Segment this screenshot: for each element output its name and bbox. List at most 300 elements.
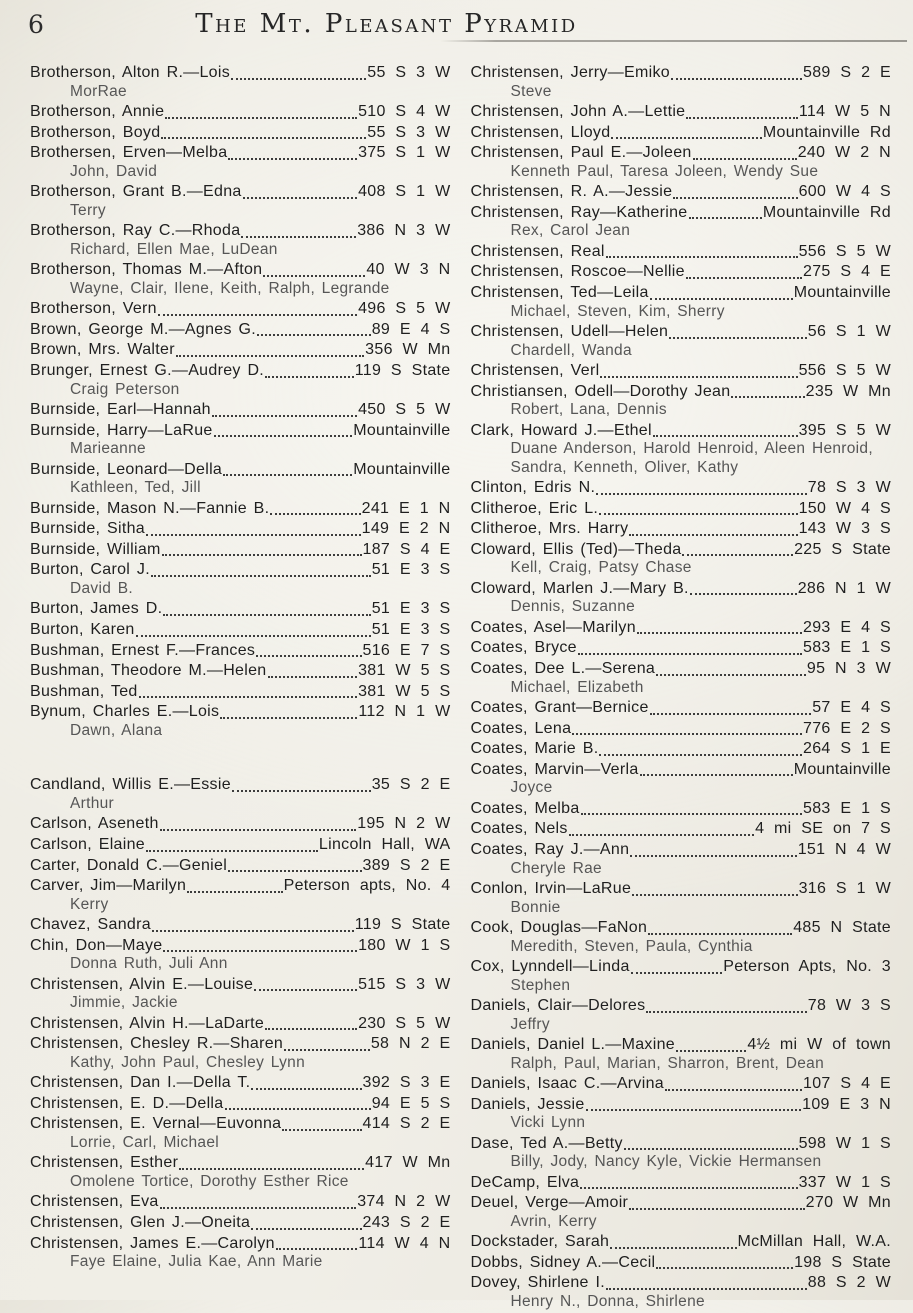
entry-address: 450 S 5 W xyxy=(358,400,451,418)
entry-children: Robert, Lana, Dennis xyxy=(510,401,667,419)
dotted-leader xyxy=(160,829,357,831)
entry-name: Brotherson, Boyd xyxy=(30,123,161,141)
entry-address: 57 E 4 S xyxy=(812,698,891,716)
entry-address: 149 E 2 N xyxy=(361,520,451,538)
directory-entry xyxy=(30,621,451,640)
directory-entry xyxy=(30,124,451,143)
entry-children: Jeffry xyxy=(510,1015,550,1033)
directory-entry xyxy=(30,103,451,122)
entry-name: Cook, Douglas—FaNon xyxy=(470,918,648,936)
entry-line xyxy=(30,144,451,163)
dotted-leader xyxy=(251,1228,361,1230)
dotted-leader xyxy=(265,1028,357,1030)
entry-name: Coates, Ray J.—Ann xyxy=(470,840,630,858)
entry-address: 198 S State xyxy=(794,1253,891,1271)
entry-line xyxy=(471,1233,892,1252)
directory-entry xyxy=(471,919,892,956)
dotted-leader xyxy=(586,1109,802,1111)
entry-line xyxy=(471,841,892,860)
dotted-leader xyxy=(163,614,370,616)
entry-name: Christensen, Esther xyxy=(30,1154,179,1172)
entry-line xyxy=(471,103,892,122)
entry-name: Christensen, E. D.—Della xyxy=(30,1094,224,1112)
entry-name: Christensen, Glen J.—Oneita xyxy=(30,1214,251,1232)
entry-line xyxy=(471,880,892,899)
entry-children: Kathleen, Ted, Jill xyxy=(70,479,201,497)
entry-address: 114 W 5 N xyxy=(798,103,891,120)
dotted-leader xyxy=(162,554,362,556)
directory-entry xyxy=(471,479,892,498)
entry-address: 485 N State xyxy=(793,918,891,936)
entry-name: Christensen, Real xyxy=(470,242,605,260)
directory-entry xyxy=(30,877,451,914)
entry-address: 316 S 1 W xyxy=(798,879,891,897)
entry-children: Kenneth Paul, Taresa Joleen, Wendy Sue xyxy=(510,162,819,180)
entry-line xyxy=(30,1193,451,1212)
entry-address: 51 E 3 S xyxy=(371,620,451,638)
entry-name: Christensen, James E.—Carolyn xyxy=(30,1234,275,1252)
directory-entry xyxy=(30,857,451,876)
entry-line xyxy=(30,600,451,619)
entry-line xyxy=(30,703,451,722)
entry-children: MorRae xyxy=(70,82,127,100)
entry-address: 88 S 2 W xyxy=(807,1274,891,1292)
entry-line xyxy=(471,997,892,1016)
dotted-leader xyxy=(610,1247,736,1249)
dotted-leader xyxy=(569,834,754,836)
dotted-leader xyxy=(214,435,353,437)
entry-line xyxy=(30,64,451,83)
entry-name: Coates, Dee L.—Serena xyxy=(470,659,656,677)
entry-name: Daniels, Clair—Delores xyxy=(470,996,646,1014)
directory-entry xyxy=(471,64,892,101)
dotted-leader xyxy=(632,894,797,896)
directory-entry xyxy=(30,1235,451,1272)
entry-children: Donna Ruth, Juli Ann xyxy=(70,955,228,973)
dotted-leader xyxy=(640,774,793,776)
directory-entry xyxy=(471,880,892,917)
entry-name: Brothersen, Erven—Melba xyxy=(30,144,228,162)
entry-line xyxy=(471,720,892,739)
dotted-leader xyxy=(682,554,793,556)
dotted-leader xyxy=(176,355,364,357)
entry-children: Craig Peterson xyxy=(70,380,180,398)
dotted-leader xyxy=(225,1108,371,1110)
dotted-leader xyxy=(231,78,366,80)
entry-line xyxy=(30,461,451,480)
entry-children: Faye Elaine, Julia Kae, Ann Marie xyxy=(70,1253,323,1271)
entry-name: Candland, Willis E.—Essie xyxy=(30,776,231,794)
entry-name: Christensen, Chesley R.—Sharen xyxy=(30,1035,284,1053)
entry-line xyxy=(30,836,451,855)
entry-line xyxy=(30,124,451,143)
entry-address: 4 mi SE on 7 S xyxy=(755,820,891,838)
entry-children: Arthur xyxy=(70,794,115,812)
entry-address: 386 N 3 W xyxy=(357,222,451,240)
dotted-leader xyxy=(596,493,807,495)
entry-line xyxy=(471,144,892,163)
entry-address: McMillan Hall, W.A. xyxy=(737,1233,891,1251)
entry-name: Clitheroe, Mrs. Harry xyxy=(470,520,629,538)
directory-entry xyxy=(30,362,451,399)
dotted-leader xyxy=(650,298,793,300)
dotted-leader xyxy=(160,1207,357,1209)
entry-address: 58 N 2 E xyxy=(370,1035,451,1053)
entry-address: 241 E 1 N xyxy=(361,499,451,517)
dotted-leader xyxy=(163,950,357,952)
entry-name: Brotherson, Thomas M.—Afton xyxy=(30,261,263,279)
entry-line xyxy=(30,1035,451,1054)
entry-children: Bonnie xyxy=(510,898,561,916)
dotted-leader xyxy=(256,655,361,657)
entry-line xyxy=(471,323,892,342)
entry-children: Wayne, Clair, Ilene, Keith, Ralph, Legrande xyxy=(70,279,390,297)
entry-name: Christensen, Jerry—Emiko xyxy=(470,64,670,81)
directory-entry xyxy=(471,183,892,202)
directory-entry xyxy=(30,836,451,855)
dotted-leader xyxy=(254,989,357,991)
entry-address: 150 W 4 S xyxy=(798,499,891,517)
directory-entry xyxy=(30,1154,451,1191)
entry-address: 151 N 4 W xyxy=(797,840,891,858)
entry-line xyxy=(30,1214,451,1233)
entry-address: 556 S 5 W xyxy=(798,242,891,260)
entry-name: Dovey, Shirlene I. xyxy=(470,1274,605,1292)
dotted-leader xyxy=(263,275,365,277)
dotted-leader xyxy=(223,474,352,476)
dotted-leader xyxy=(158,314,357,316)
directory-column-left xyxy=(30,64,451,1313)
paper-crease xyxy=(440,40,907,42)
dotted-leader xyxy=(676,1050,746,1052)
entry-line xyxy=(471,479,892,498)
entry-name: Christensen, Alvin E.—Louise xyxy=(30,975,254,993)
entry-address: Mountainville Rd xyxy=(762,203,891,221)
directory-entry xyxy=(30,541,451,560)
entry-name: Burton, James D. xyxy=(30,600,163,618)
entry-line xyxy=(471,740,892,759)
entry-address: 589 S 2 E xyxy=(803,64,891,81)
entry-name: Brunger, Ernest G.—Audrey D. xyxy=(30,361,265,379)
directory-entry xyxy=(471,1096,892,1133)
directory-entry xyxy=(30,520,451,539)
entry-name: Christensen, Roscoe—Nellie xyxy=(470,263,685,281)
entry-name: Coates, Lena xyxy=(470,719,572,737)
entry-children: Marieanne xyxy=(70,440,146,458)
entry-line xyxy=(30,103,451,122)
entry-line xyxy=(30,1154,451,1173)
dotted-leader xyxy=(599,754,802,756)
dotted-leader xyxy=(669,337,807,339)
entry-line xyxy=(471,699,892,718)
page-title: The Mt. Pleasant Pyramid xyxy=(195,9,578,39)
entry-line xyxy=(30,362,451,381)
directory-entry xyxy=(471,243,892,262)
dotted-leader xyxy=(665,1089,802,1091)
entry-address: 417 W Mn xyxy=(365,1154,451,1172)
dotted-leader xyxy=(212,415,357,417)
entry-name: Carlson, Aseneth xyxy=(30,815,159,833)
entry-children: Kathy, John Paul, Chesley Lynn xyxy=(70,1053,305,1071)
dotted-leader xyxy=(671,78,802,80)
directory-entry xyxy=(471,144,892,181)
entry-address: 374 N 2 W xyxy=(357,1193,451,1211)
directory-entry xyxy=(471,383,892,420)
directory-entry xyxy=(30,461,451,498)
entry-address: 55 S 3 W xyxy=(367,123,451,141)
directory-entry xyxy=(30,1095,451,1114)
dotted-leader xyxy=(581,813,802,815)
dotted-leader xyxy=(265,376,354,378)
directory-entry xyxy=(30,144,451,181)
entry-name: Christensen, Paul E.—Joleen xyxy=(470,144,692,162)
entry-line xyxy=(30,916,451,935)
entry-address: 40 W 3 N xyxy=(366,261,451,279)
entry-address: 195 N 2 W xyxy=(357,815,451,833)
entry-address: Peterson apts, No. 4 xyxy=(283,877,451,895)
directory-entry xyxy=(30,642,451,661)
dotted-leader xyxy=(187,891,282,893)
dotted-leader xyxy=(228,870,361,872)
entry-address: 112 N 1 W xyxy=(358,703,451,721)
directory-entry xyxy=(471,284,892,321)
directory-entry xyxy=(30,341,451,360)
entry-line xyxy=(30,662,451,681)
entry-line xyxy=(30,776,451,795)
directory-entry xyxy=(471,1233,892,1252)
entry-line xyxy=(471,500,892,519)
entry-children: Rex, Carol Jean xyxy=(510,222,631,240)
entry-name: Clark, Howard J.—Ethel xyxy=(470,421,652,439)
directory-entry xyxy=(471,740,892,759)
dotted-leader xyxy=(646,1011,806,1013)
entry-name: Christensen, Eva xyxy=(30,1193,159,1211)
entry-address: 243 S 2 E xyxy=(362,1214,451,1232)
entry-name: Coates, Melba xyxy=(470,799,580,817)
directory-entry xyxy=(30,422,451,459)
entry-address: 598 W 1 S xyxy=(798,1134,891,1152)
directory-entry xyxy=(471,841,892,878)
entry-line xyxy=(471,761,892,780)
entry-name: Christensen, R. A.—Jessie xyxy=(470,183,673,201)
dotted-leader xyxy=(276,1248,358,1250)
entry-line xyxy=(471,619,892,638)
dotted-leader xyxy=(689,217,762,219)
directory-entry xyxy=(30,1115,451,1152)
dotted-leader xyxy=(228,158,357,160)
entry-name: Carter, Donald C.—Geniel xyxy=(30,856,228,874)
entry-name: Brotherson, Alton R.—Lois xyxy=(30,64,231,81)
directory-entry xyxy=(30,916,451,935)
entry-line xyxy=(30,520,451,539)
entry-name: Christensen, Udell—Helen xyxy=(470,322,669,340)
entry-address: 264 S 1 E xyxy=(803,740,891,758)
entry-name: Coates, Nels xyxy=(470,820,568,838)
entry-address: 4½ mi W of town xyxy=(747,1035,891,1053)
dotted-leader xyxy=(630,855,796,857)
entry-address: 515 S 3 W xyxy=(358,975,451,993)
dotted-leader xyxy=(686,117,798,119)
entry-line xyxy=(471,64,892,83)
entry-name: Christensen, Verl xyxy=(470,361,600,379)
directory-entry xyxy=(30,937,451,974)
entry-line xyxy=(471,541,892,560)
dotted-leader xyxy=(653,435,798,437)
entry-address: 408 S 1 W xyxy=(358,183,451,201)
directory-entry xyxy=(471,124,892,143)
entry-children: Ralph, Paul, Marian, Sharron, Brent, Dean xyxy=(510,1054,825,1072)
entry-children: Steve xyxy=(510,82,552,100)
entry-name: Dobbs, Sidney A.—Cecil xyxy=(470,1253,656,1271)
entry-line xyxy=(30,642,451,661)
entry-line xyxy=(30,401,451,420)
entry-line xyxy=(471,204,892,223)
entry-address: 275 S 4 E xyxy=(803,263,891,281)
entry-line xyxy=(30,1095,451,1114)
dotted-leader xyxy=(648,933,792,935)
directory-entry xyxy=(30,183,451,220)
entry-address: Lincoln Hall, WA xyxy=(318,835,451,853)
directory-entry xyxy=(30,64,451,101)
entry-name: Burton, Karen xyxy=(30,620,135,638)
dotted-leader xyxy=(161,137,366,139)
entry-children: John, David xyxy=(70,162,158,180)
dotted-leader xyxy=(136,635,371,637)
entry-name: Bushman, Ted xyxy=(30,682,138,700)
entry-line xyxy=(471,1254,892,1273)
entry-line xyxy=(30,222,451,241)
entry-address: Mountainville xyxy=(353,460,451,478)
entry-line xyxy=(471,362,892,381)
entry-name: Clitheroe, Eric L. xyxy=(470,499,599,517)
dotted-leader xyxy=(139,696,358,698)
entry-address: 389 S 2 E xyxy=(362,856,451,874)
entry-line xyxy=(471,124,892,143)
entry-name: Daniels, Isaac C.—Arvina xyxy=(470,1074,664,1092)
dotted-leader xyxy=(257,334,371,336)
entry-address: 119 S State xyxy=(354,361,451,379)
entry-name: Christiansen, Odell—Dorothy Jean xyxy=(470,382,731,400)
entry-children: Stephen xyxy=(510,976,571,994)
directory-entry xyxy=(471,639,892,658)
dotted-leader xyxy=(624,1148,798,1150)
entry-name: Carlson, Elaine xyxy=(30,835,145,853)
entry-line xyxy=(471,1274,892,1293)
directory-entry xyxy=(471,103,892,122)
dotted-leader xyxy=(600,376,797,378)
entry-name: Coates, Marie B. xyxy=(470,740,599,758)
entry-name: Christensen, John A.—Lettie xyxy=(470,103,686,120)
directory-entry xyxy=(30,703,451,740)
entry-line xyxy=(30,1115,451,1134)
entry-address: 776 E 2 S xyxy=(803,719,891,737)
entry-children: Billy, Jody, Nancy Kyle, Vickie Hermansen xyxy=(510,1153,822,1171)
entry-name: Burnside, Sitha xyxy=(30,520,146,538)
entry-address: 286 N 1 W xyxy=(797,579,891,597)
dotted-leader xyxy=(690,593,797,595)
entry-line xyxy=(30,877,451,896)
dotted-leader xyxy=(251,1088,361,1090)
entry-name: Brown, Mrs. Walter xyxy=(30,341,175,359)
entry-address: 51 E 3 S xyxy=(371,561,451,579)
directory-entry xyxy=(30,500,451,519)
entry-address: 235 W Mn xyxy=(805,382,891,400)
dotted-leader xyxy=(232,790,371,792)
directory-entry xyxy=(471,520,892,539)
entry-line xyxy=(471,660,892,679)
entry-line xyxy=(471,1075,892,1094)
directory-entry xyxy=(471,362,892,381)
entry-line xyxy=(30,500,451,519)
directory-entry xyxy=(471,660,892,697)
entry-name: Brotherson, Vern xyxy=(30,300,157,318)
entry-address: 55 S 3 W xyxy=(367,64,451,81)
entry-line xyxy=(30,321,451,340)
entry-children: Kerry xyxy=(70,895,109,913)
entry-address: 556 S 5 W xyxy=(798,361,891,379)
entry-name: DeCamp, Elva xyxy=(470,1173,580,1191)
directory-entry xyxy=(30,261,451,298)
dotted-leader xyxy=(284,1049,370,1051)
entry-children: Vicki Lynn xyxy=(510,1114,586,1132)
dotted-leader xyxy=(611,137,761,139)
entry-children: Cheryle Rae xyxy=(510,859,602,877)
directory-entry xyxy=(471,541,892,578)
entry-line xyxy=(30,1015,451,1034)
entry-children: Henry N., Donna, Shirlene xyxy=(510,1292,705,1310)
entry-line xyxy=(30,422,451,441)
entry-children: Avrin, Kerry xyxy=(510,1212,597,1230)
directory-entry xyxy=(471,1036,892,1073)
entry-address: 375 S 1 W xyxy=(358,144,451,162)
entry-name: Daniels, Jessie xyxy=(470,1095,585,1113)
entry-children: Lorrie, Carl, Michael xyxy=(70,1134,219,1152)
directory-entry xyxy=(471,422,892,477)
dotted-leader xyxy=(656,1267,793,1269)
entry-address: 356 W Mn xyxy=(365,341,451,359)
entry-children: Dawn, Alana xyxy=(70,721,163,739)
directory-column-right xyxy=(471,64,892,1313)
entry-children: Richard, Ellen Mae, LuDean xyxy=(70,240,278,258)
entry-line xyxy=(30,300,451,319)
entry-name: Coates, Marvin—Verla xyxy=(470,760,639,778)
entry-address: 600 W 4 S xyxy=(798,183,891,201)
entry-address: Mountainville xyxy=(793,283,891,301)
entry-children: Omolene Tortice, Dorothy Esther Rice xyxy=(70,1173,349,1191)
entry-line xyxy=(30,561,451,580)
entry-line xyxy=(471,183,892,202)
directory-entry xyxy=(30,222,451,259)
entry-name: Burnside, Harry—LaRue xyxy=(30,421,213,439)
dotted-leader xyxy=(179,1168,364,1170)
entry-name: Christensen, Ray—Katherine xyxy=(470,203,688,221)
entry-address: 78 S 3 W xyxy=(807,478,891,496)
directory-entry xyxy=(30,776,451,813)
page-header xyxy=(0,0,913,50)
entry-address: 583 E 1 S xyxy=(803,639,891,657)
entry-name: Burnside, Leonard—Della xyxy=(30,460,223,478)
directory-entry xyxy=(30,976,451,1013)
entry-line xyxy=(471,800,892,819)
entry-address: 89 E 4 S xyxy=(371,320,451,338)
entry-line xyxy=(30,1074,451,1093)
entry-name: Christensen, Ted—Leila xyxy=(470,283,649,301)
page-number: 6 xyxy=(28,10,44,39)
entry-line xyxy=(30,261,451,280)
entry-name: Christensen, Alvin H.—LaDarte xyxy=(30,1014,265,1032)
entry-name: Bushman, Theodore M.—Helen xyxy=(30,662,267,680)
entry-name: Coates, Bryce xyxy=(470,639,577,657)
